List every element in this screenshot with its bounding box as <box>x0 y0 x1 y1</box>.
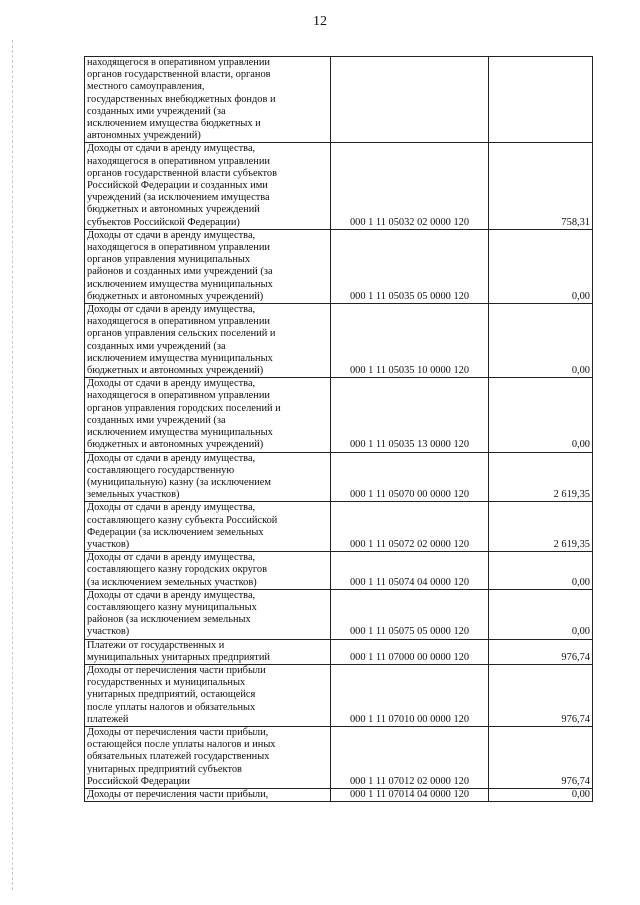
table-row <box>85 452 593 502</box>
revenue-description: Доходы от сдачи в аренду имущества, находящегося в оперативном управлении органов государственной власти субъектов Российской Федерации и созданных ими учреждений (за исключением имущества бюджетных и автономных учреждений субъектов Российской Федерации) <box>85 143 331 229</box>
budget-classification-code: 000 1 11 07000 00 0000 120 <box>331 639 489 664</box>
revenue-description: Платежи от государственных и муниципальных унитарных предприятий <box>85 639 331 664</box>
budget-classification-code <box>331 57 489 143</box>
table-row <box>85 143 593 229</box>
revenue-description: Доходы от сдачи в аренду имущества, находящегося в оперативном управлении органов управления сельских поселений и созданных ими учреждений (за исключением имущества муниципальных бюджетных и автономных учреждений) <box>85 304 331 378</box>
revenue-amount: 758,31 <box>489 143 593 229</box>
revenue-amount: 2 619,35 <box>489 502 593 552</box>
table-row <box>85 589 593 639</box>
revenue-description: Доходы от перечисления части прибыли, <box>85 788 331 801</box>
revenue-amount: 976,74 <box>489 664 593 726</box>
revenue-description: Доходы от перечисления части прибыли государственных и муниципальных унитарных предприятий, остающейся после уплаты налогов и обязательных платежей <box>85 664 331 726</box>
budget-classification-code: 000 1 11 05074 04 0000 120 <box>331 552 489 590</box>
table-row <box>85 639 593 664</box>
revenue-description: Доходы от сдачи в аренду имущества, составляющего казну муниципальных районов (за исключением земельных участков) <box>85 589 331 639</box>
revenue-amount: 976,74 <box>489 639 593 664</box>
revenue-description: Доходы от сдачи в аренду имущества, находящегося в оперативном управлении органов управления городских поселений и созданных ими учреждений (за исключением имущества муниципальных бюджетных и автономных учреждений) <box>85 378 331 452</box>
table-row <box>85 788 593 801</box>
budget-classification-code: 000 1 11 07012 02 0000 120 <box>331 726 489 788</box>
table-row <box>85 664 593 726</box>
revenue-description: находящегося в оперативном управлении органов государственной власти, органов местного самоуправления, государственных внебюджетных фондов и созданных ими учреждений (за исключением имущества бюджетных и автономных учреждений) <box>85 57 331 143</box>
revenue-description: Доходы от сдачи в аренду имущества, составляющего казну субъекта Российской Федерации (за исключением земельных участков) <box>85 502 331 552</box>
budget-classification-code: 000 1 11 07014 04 0000 120 <box>331 788 489 801</box>
budget-classification-code: 000 1 11 05070 00 0000 120 <box>331 452 489 502</box>
table-row <box>85 552 593 590</box>
table-row <box>85 229 593 303</box>
revenue-description: Доходы от перечисления части прибыли, остающейся после уплаты налогов и иных обязательных платежей государственных унитарных предприятий субъектов Российской Федерации <box>85 726 331 788</box>
budget-classification-code: 000 1 11 05035 05 0000 120 <box>331 229 489 303</box>
revenue-table <box>84 56 593 802</box>
budget-classification-code: 000 1 11 05035 13 0000 120 <box>331 378 489 452</box>
table-row <box>85 304 593 378</box>
table-row <box>85 726 593 788</box>
revenue-amount: 0,00 <box>489 788 593 801</box>
scan-margin-line <box>12 40 14 890</box>
revenue-description: Доходы от сдачи в аренду имущества, находящегося в оперативном управлении органов управления муниципальных районов и созданных ими учреждений (за исключением имущества муниципальных бюджетных и автономных учреждений) <box>85 229 331 303</box>
table-row <box>85 502 593 552</box>
budget-classification-code: 000 1 11 07010 00 0000 120 <box>331 664 489 726</box>
budget-classification-code: 000 1 11 05072 02 0000 120 <box>331 502 489 552</box>
revenue-amount: 2 619,35 <box>489 452 593 502</box>
table-row <box>85 378 593 452</box>
budget-classification-code: 000 1 11 05032 02 0000 120 <box>331 143 489 229</box>
revenue-amount: 0,00 <box>489 229 593 303</box>
page-number: 12 <box>313 14 327 29</box>
budget-classification-code: 000 1 11 05075 05 0000 120 <box>331 589 489 639</box>
revenue-description: Доходы от сдачи в аренду имущества, составляющего казну городских округов (за исключением земельных участков) <box>85 552 331 590</box>
revenue-description: Доходы от сдачи в аренду имущества, составляющего государственную (муниципальную) казну (за исключением земельных участков) <box>85 452 331 502</box>
table-row <box>85 57 593 143</box>
revenue-table-body <box>85 57 593 802</box>
revenue-amount: 0,00 <box>489 552 593 590</box>
budget-classification-code: 000 1 11 05035 10 0000 120 <box>331 304 489 378</box>
revenue-amount <box>489 57 593 143</box>
revenue-amount: 0,00 <box>489 304 593 378</box>
revenue-amount: 0,00 <box>489 378 593 452</box>
revenue-amount: 0,00 <box>489 589 593 639</box>
revenue-amount: 976,74 <box>489 726 593 788</box>
